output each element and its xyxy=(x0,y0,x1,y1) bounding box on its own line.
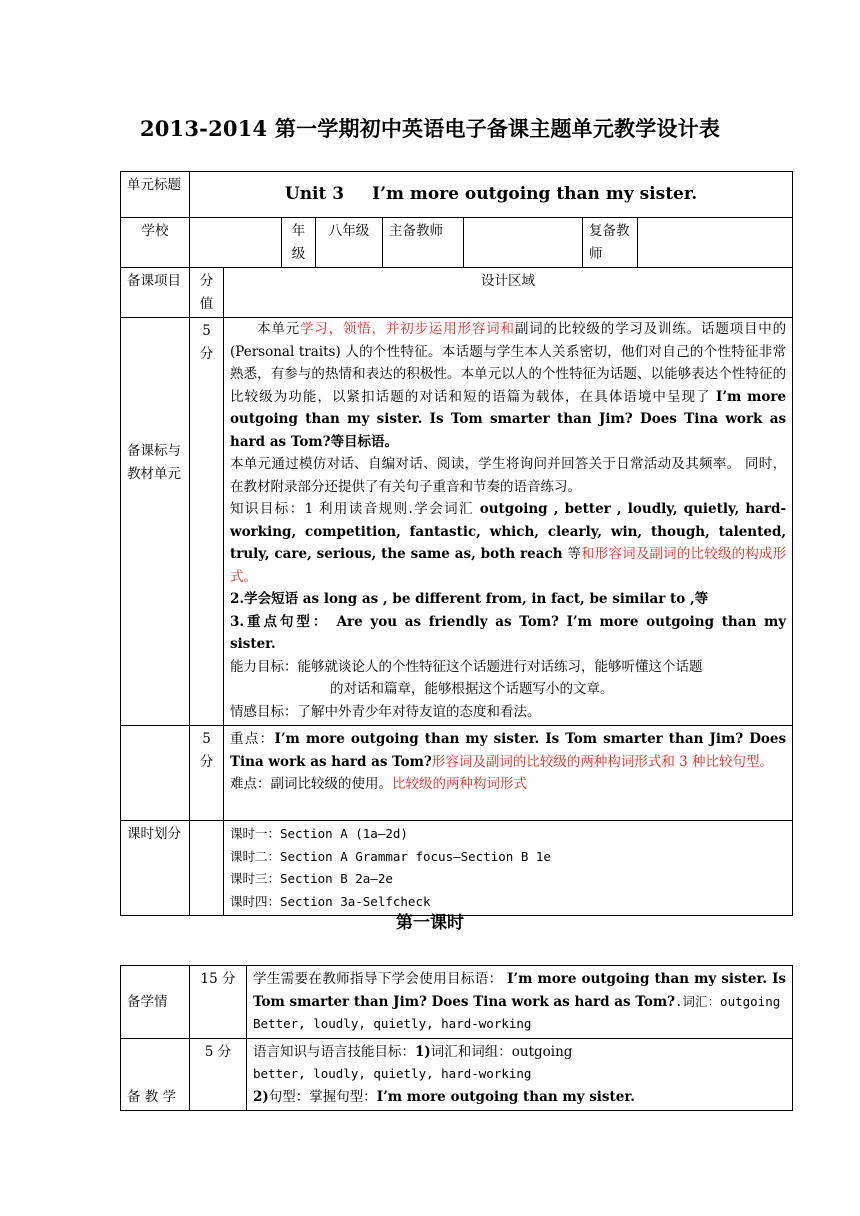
unit-number: Unit 3 xyxy=(284,184,345,205)
unit-sentence: I’m more outgoing than my sister. xyxy=(372,184,698,205)
student-analysis-score: 15 分 xyxy=(190,966,247,1039)
unit-title xyxy=(190,172,793,218)
focus-points: 重点：I’m more outgoing than my sister. Is Tom smarter than Jim? Does Tina work as hard as Tom?形容词及副词的比较级的两种构词形式和 3 种比较句型。 xyxy=(230,731,787,770)
sentence-goal: 3.重点句型： Are you as friendly as Tom? I’m more outgoing than my sister. xyxy=(230,613,787,652)
teaching-content xyxy=(247,1038,793,1111)
column-score-header: 分值 xyxy=(190,268,224,318)
ability-goal-cont: 的对话和篇章，能够根据这个话题写小的文章。 xyxy=(330,681,614,697)
ability-goal: 能力目标：能够就谈论人的个性特征这个话题进行对话练习，能够听懂这个话题 xyxy=(230,658,703,675)
grade-label: 年级 xyxy=(282,218,316,268)
standards-score: 5 分 xyxy=(190,318,224,726)
period-item: 课时三：Section B 2a—2e xyxy=(230,871,393,886)
standards-paragraph-2: 本单元通过模仿对话、自编对话、阅读，学生将询问并回答关于日常活动及其频率。 同时，在教材附录部分还提供了有关句子重音和节奏的语音练习。 xyxy=(230,456,787,495)
main-teacher-label: 主备教师 xyxy=(383,218,464,268)
school-label: 学校 xyxy=(121,218,190,268)
main-teacher-value[interactable] xyxy=(464,218,583,268)
standards-paragraph-1: 本单元学习，领悟，并初步运用形容词和副词的比较级的学习及训练。话题项目中的(Personal traits) 人的个性特征。本话题与学生本人关系密切，他们对自己的个性特征非常熟悉，有参与的热情和表达的积极性。本单元以人的个性特征为话题、以能够表达个性特征的比较级为功能，以紧扣话题的对话和短的语篇为载体，在具体语境中呈现了 I’m more outgoing than my sister. Is Tom smarter than Jim? Does Tina work as hard as Tom?等目标语。 xyxy=(230,321,787,450)
unit-title-label: 单元标题 xyxy=(121,172,190,218)
student-analysis-content: 学生需要在教师指导下学会使用目标语： I’m more outgoing than my sister. Is Tom smarter than Jim? Does Tina work as hard as Tom?.词汇：outgoing Better, loudly, quietly, hard-working xyxy=(247,966,793,1039)
review-teacher-label: 复备教师 xyxy=(583,218,638,268)
key-points-label xyxy=(121,726,190,821)
teaching-label: 备 教 学 xyxy=(121,1038,190,1111)
periods-score xyxy=(190,821,224,916)
period-item: 课时二：Section A Grammar focus—Section B 1e xyxy=(230,848,551,864)
section-title: 第一课时 xyxy=(396,913,464,933)
review-teacher-value[interactable] xyxy=(638,218,793,268)
key-points-score: 5 分 xyxy=(190,726,224,821)
difficulty-points: 难点：副词比较级的使用。比较级的两种构词形式 xyxy=(230,776,527,792)
period-item: 课时四：Section 3a-Selfcheck xyxy=(230,893,431,909)
column-item-header: 备课项目 xyxy=(121,268,190,318)
teaching-line-2: better, loudly, quietly, hard-working xyxy=(253,1066,532,1081)
phrase-goal: 2.学会短语 as long as , be different from, in fact, be similar to ,等 xyxy=(230,591,709,607)
document-title: 2013-2014 第一学期初中英语电子备课主题单元教学设计表 xyxy=(139,116,721,141)
emotion-goal: 情感目标：了解中外青少年对待友谊的态度和看法。 xyxy=(230,703,541,720)
teaching-line-1: 语言知识与语言技能目标：1)词汇和词组：outgoing xyxy=(253,1043,573,1060)
teaching-line-3: 2)句型：掌握句型：I’m more outgoing than my sister. xyxy=(253,1088,635,1105)
standards-label: 备课标与教材单元 xyxy=(121,318,190,726)
periods-label: 课时划分 xyxy=(121,821,190,916)
school-value[interactable] xyxy=(190,218,282,268)
periods-list xyxy=(224,821,793,916)
unit-plan-table xyxy=(120,171,793,916)
lesson-table xyxy=(120,965,793,1111)
knowledge-goal: 知识目标：1 利用读音规则.学会词汇 outgoing , better , loudly, quietly, hard-working, competition, fantastic, which, clearly, win, though, talented, truly, care, serious, the same as, both reach 等和形容词及副词的比较级的构成形式。 xyxy=(230,501,787,585)
period-item: 课时一：Section A (1a—2d) xyxy=(230,826,408,841)
column-area-header: 设计区域 xyxy=(224,268,793,318)
student-analysis-label: 备学情 xyxy=(121,966,190,1039)
standards-content xyxy=(224,318,793,726)
grade-value: 八年级 xyxy=(316,218,383,268)
teaching-score: 5 分 xyxy=(190,1038,247,1111)
key-points-content xyxy=(224,726,793,821)
